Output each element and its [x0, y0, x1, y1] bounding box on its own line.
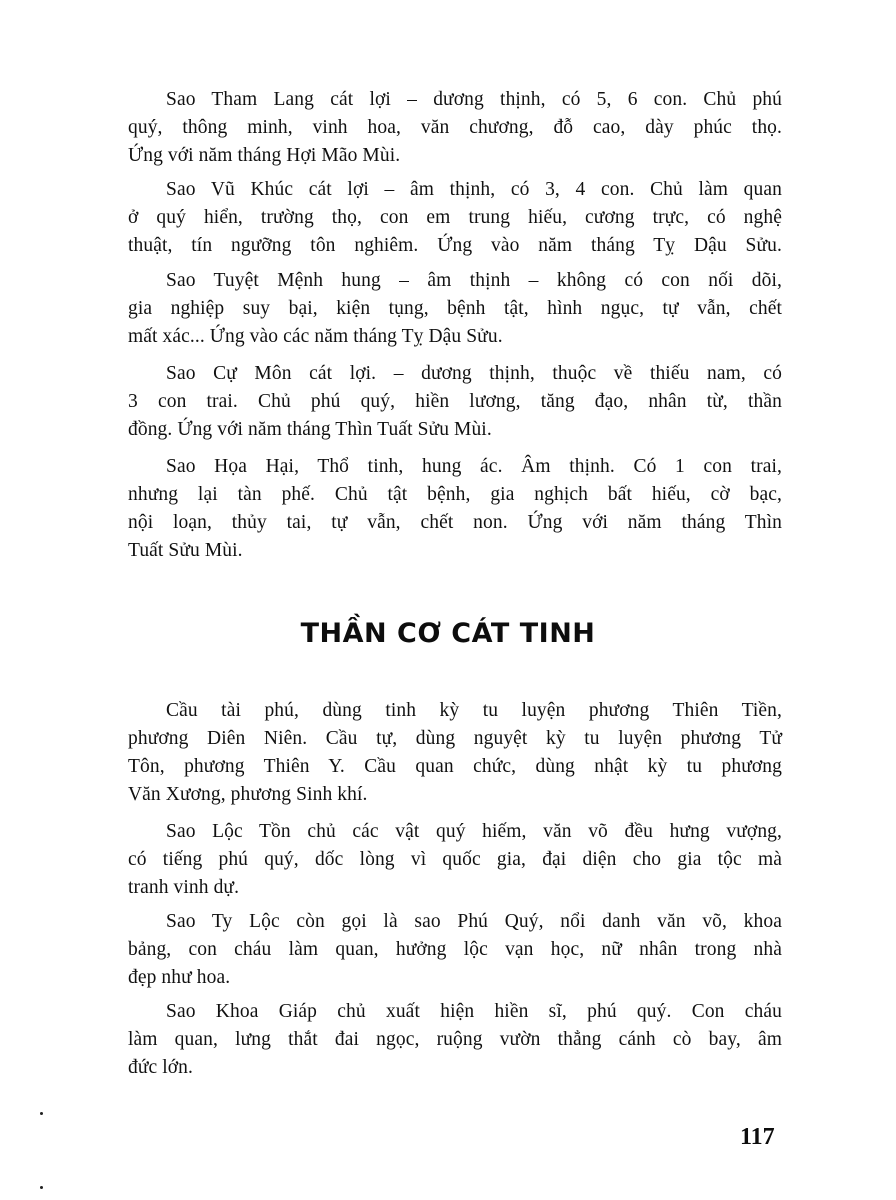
paragraph-line: gia nghiệp suy bại, kiện tụng, bệnh tật, hình ngục, tự vẫn, chết	[128, 298, 782, 319]
paragraph-line: Sao Ty Lộc còn gọi là sao Phú Quý, nổi danh văn võ, khoa	[166, 911, 782, 932]
paragraph-line: Sao Vũ Khúc cát lợi – âm thịnh, có 3, 4 con. Chủ làm quan	[166, 179, 782, 200]
paragraph-line: Ứng với năm tháng Hợi Mão Mùi.	[128, 145, 401, 166]
paragraph-line: 3 con trai. Chủ phú quý, hiền lương, tăng đạo, nhân từ, thần	[128, 391, 782, 412]
paragraph-line: phương Diên Niên. Cầu tự, dùng nguyệt kỳ tu luyện phương Tử	[128, 728, 782, 749]
paragraph-line: Văn Xương, phương Sinh khí.	[128, 784, 368, 805]
paragraph-line: đức lớn.	[128, 1057, 194, 1078]
paragraph-line: thuật, tín ngưỡng tôn nghiêm. Ứng vào năm tháng Tỵ Dậu Sửu.	[128, 235, 782, 256]
paragraph-line: quý, thông minh, vinh hoa, văn chương, đỗ cao, dày phúc thọ.	[128, 117, 782, 138]
paragraph-line: Cầu tài phú, dùng tinh kỳ tu luyện phương Thiên Tiền,	[166, 700, 782, 721]
paragraph-line: ở quý hiển, trường thọ, con em trung hiếu, cương trực, có nghệ	[128, 207, 782, 228]
scan-speck	[40, 1186, 43, 1189]
paragraph-line: Sao Lộc Tồn chủ các vật quý hiếm, văn võ đều hưng vượng,	[166, 821, 782, 842]
paragraph-line: Tuất Sửu Mùi.	[128, 540, 243, 561]
paragraph-line: đẹp như hoa.	[128, 967, 231, 988]
paragraph-line: tranh vinh dự.	[128, 877, 240, 898]
paragraph-line: mất xác... Ứng vào các năm tháng Tỵ Dậu Sửu.	[128, 326, 503, 347]
paragraph-line: nội loạn, thủy tai, tự vẫn, chết non. Ứng với năm tháng Thìn	[128, 512, 782, 533]
scan-speck	[40, 1112, 43, 1115]
paragraph-line: nhưng lại tàn phế. Chủ tật bệnh, gia nghịch bất hiếu, cờ bạc,	[128, 484, 782, 505]
paragraph-line: bảng, con cháu làm quan, hưởng lộc vạn học, nữ nhân trong nhà	[128, 939, 782, 960]
page-number: 117	[740, 1124, 775, 1150]
paragraph-line: đồng. Ứng với năm tháng Thìn Tuất Sửu Mùi.	[128, 419, 492, 440]
section-heading: THẦN CƠ CÁT TINH	[300, 618, 596, 649]
paragraph-line: Sao Họa Hại, Thổ tinh, hung ác. Âm thịnh. Có 1 con trai,	[166, 456, 782, 477]
paragraph-line: có tiếng phú quý, dốc lòng vì quốc gia, đại diện cho gia tộc mà	[128, 849, 782, 870]
paragraph-line: Sao Khoa Giáp chủ xuất hiện hiền sĩ, phú quý. Con cháu	[166, 1001, 782, 1022]
paragraph-line: Sao Tuyệt Mệnh hung – âm thịnh – không có con nối dõi,	[166, 270, 782, 291]
paragraph-line: làm quan, lưng thắt đai ngọc, ruộng vườn thẳng cánh cò bay, âm	[128, 1029, 782, 1050]
paragraph-line: Sao Cự Môn cát lợi. – dương thịnh, thuộc về thiếu nam, có	[166, 363, 782, 384]
paragraph-line: Tôn, phương Thiên Y. Cầu quan chức, dùng nhật kỳ tu phương	[128, 756, 782, 777]
paragraph-line: Sao Tham Lang cát lợi – dương thịnh, có 5, 6 con. Chủ phú	[166, 89, 782, 110]
